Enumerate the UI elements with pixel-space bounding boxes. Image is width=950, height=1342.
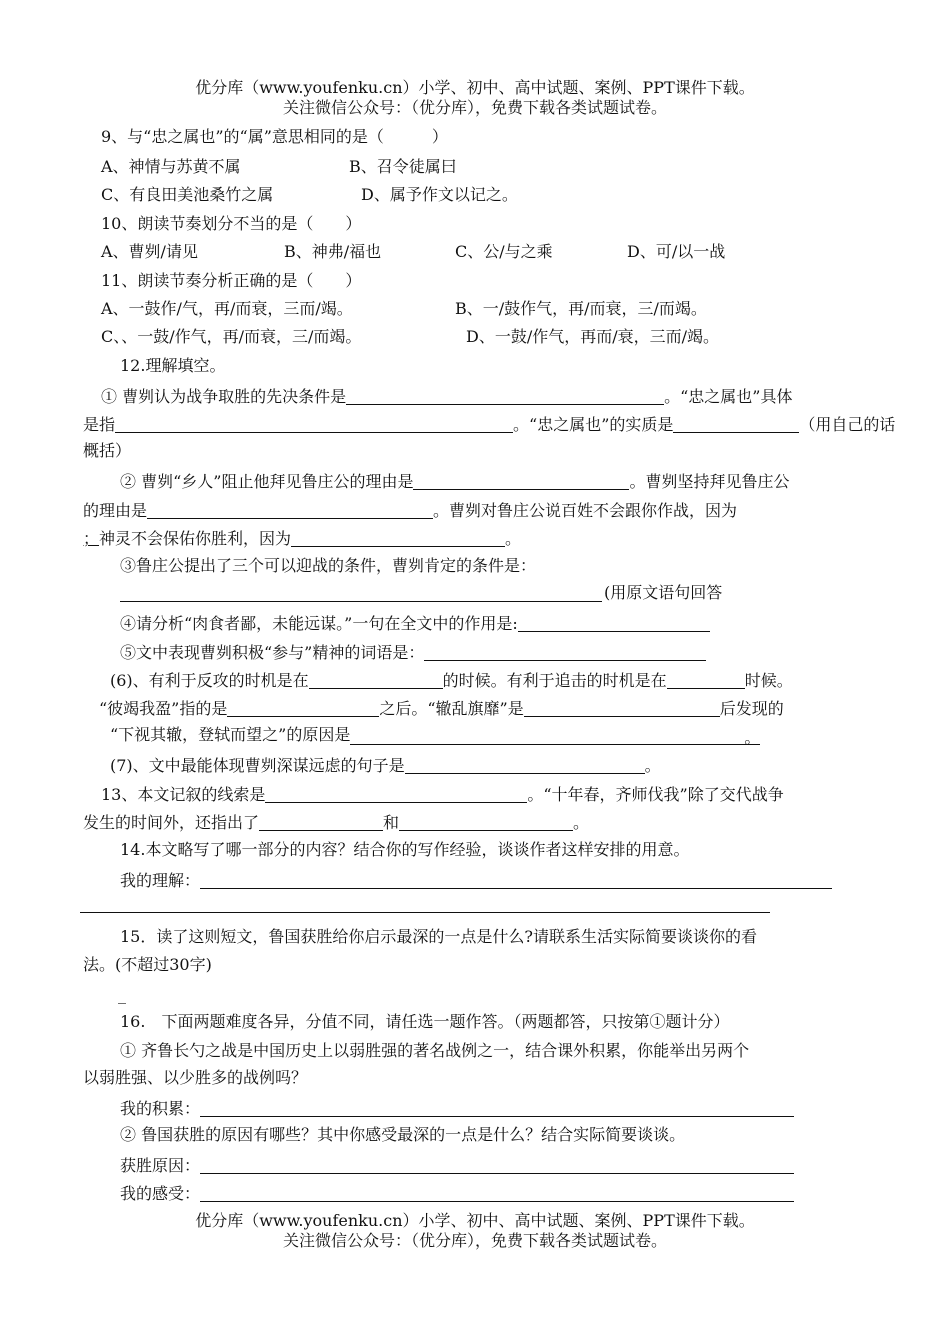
q12-p2-line1: ② 曹刿“乡人”阻止他拜见鲁庄公的理由是 。曹刿坚持拜见鲁庄公 xyxy=(120,472,790,491)
q14-blank-1[interactable] xyxy=(200,872,832,889)
q12-p4-blank[interactable] xyxy=(518,615,710,632)
q12-p6-blank-5[interactable]: 。 xyxy=(350,728,760,745)
footer-line-2: 关注微信公众号：（优分库），免费下载各类试题试卷。 xyxy=(282,1231,667,1250)
q13-blank-3[interactable] xyxy=(399,814,573,831)
q12-p1-blank-3[interactable] xyxy=(673,416,799,433)
q12-p3-line1: ③鲁庄公提出了三个可以迎战的条件，曹刿肯定的条件是： xyxy=(120,556,537,575)
q16-p1-line1: ① 齐鲁长勺之战是中国历史上以弱胜强的著名战例之一，结合课外积累，你能举出另两个 xyxy=(120,1041,750,1060)
q11-option-b: B、一/鼓作气，再/而衰，三/而竭。 xyxy=(455,299,707,318)
q11-option-d: D、一鼓/作气，再而/衰，三而/竭。 xyxy=(466,327,720,346)
q11-stem: 11、朗读节奏分析正确的是（ ） xyxy=(101,271,362,290)
footer-line-1: 优分库（www.youfenku.cn）小学、初中、高中试题、案例、PPT课件下载。 xyxy=(195,1211,755,1230)
q10-option-a: A、曹刿/请见 xyxy=(101,242,198,261)
q12-p3-answer-line[interactable] xyxy=(120,601,602,602)
q12-p2-line3: ；神灵不会保佑你胜利，因为 。 xyxy=(83,529,522,548)
q14-answer-line-2[interactable] xyxy=(80,912,770,913)
q12-p6-blank-2[interactable] xyxy=(667,672,745,689)
q12-p6-blank-1[interactable] xyxy=(309,672,443,689)
q14-stem: 14.本文略写了哪一部分的内容？结合你的写作经验，谈谈作者这样安排的用意。 xyxy=(120,840,690,859)
q12-p6-line1: (6)、有利于反攻的时机是在 的时候。有利于追击的时机是在 时候。 xyxy=(110,671,793,690)
q10-stem: 10、朗读节奏划分不当的是（ ） xyxy=(101,214,362,233)
q9-option-c: C、有良田美池桑竹之属 xyxy=(101,185,274,204)
q16-blank-3[interactable] xyxy=(200,1185,794,1202)
q11-option-a: A、一鼓作/气，再/而衰，三而/竭。 xyxy=(101,299,353,318)
q12-title: 12.理解填空。 xyxy=(120,356,226,375)
q16-blank-2[interactable] xyxy=(200,1157,794,1174)
q16-stem: 16. 下面两题难度各异，分值不同，请任选一题作答。（两题都答，只按第①题计分） xyxy=(120,1012,730,1031)
q12-p1-blank-1[interactable] xyxy=(346,388,664,405)
q12-p5-line: ⑤文中表现曹刿积极“参与”精神的词语是： xyxy=(120,641,706,663)
q13-blank-2[interactable] xyxy=(259,814,383,831)
q9-option-d: D、属予作文以记之。 xyxy=(361,185,518,204)
q15-line2: 法。(不超过30字) xyxy=(83,955,212,974)
q13-blank-1[interactable] xyxy=(265,786,527,803)
q12-p2-blank-3[interactable] xyxy=(291,530,505,547)
q12-p6-line2: “彼竭我盈”指的是 之后。“辙乱旗靡”是 后发现的 xyxy=(99,699,784,718)
q12-p1-blank-2[interactable] xyxy=(115,416,513,433)
q12-p6-blank-3[interactable] xyxy=(227,700,379,717)
q12-p6-line3: “下视其辙，登轼而望之”的原因是 。 xyxy=(110,725,761,747)
q10-option-d: D、可/以一战 xyxy=(627,242,726,261)
q12-p5-blank[interactable] xyxy=(424,644,706,661)
q16-answer-2: 获胜原因： xyxy=(120,1154,794,1176)
q9-option-b: B、召令徒属曰 xyxy=(349,157,457,176)
q16-answer-3: 我的感受： xyxy=(120,1182,794,1204)
q9-stem: 9、与“忠之属也”的“属”意思相同的是（ ） xyxy=(101,127,448,146)
q15-line1: 15．读了这则短文，鲁国获胜给你启示最深的一点是什么?请联系生活实际简要谈谈你的看 xyxy=(120,927,757,946)
q12-p3-note: (用原文语句回答 xyxy=(604,583,723,602)
q12-p4-line: ④请分析“肉食者鄙，未能远谋。”一句在全文中的作用是: xyxy=(120,612,710,634)
q12-p7-line: (7)、文中最能体现曹刿深谋远虑的句子是 。 xyxy=(110,756,661,775)
q13-line2: 发生的时间外，还指出了 和 。 xyxy=(83,813,590,832)
q12-p2-blank-2[interactable] xyxy=(147,502,433,519)
q12-p7-blank[interactable] xyxy=(405,757,645,774)
q16-answer-1: 我的积累： xyxy=(120,1097,794,1119)
q10-option-b: B、神弗/福也 xyxy=(284,242,382,261)
q12-p2-blank-1[interactable] xyxy=(413,473,629,490)
q10-option-c: C、公/与之乘 xyxy=(455,242,553,261)
q13-line1: 13、本文记叙的线索是 。“十年春，齐师伐我”除了交代战争 xyxy=(101,785,784,804)
q15-answer-mark[interactable]: _ xyxy=(118,985,126,1004)
q12-p2-line2: 的理由是 。曹刿对鲁庄公说百姓不会跟你作战，因为 xyxy=(83,501,738,520)
q16-blank-1[interactable] xyxy=(200,1100,794,1117)
q12-p1-line1: ① 曹刿认为战争取胜的先决条件是 。“忠之属也”具体 xyxy=(101,387,793,406)
q14-answer-line: 我的理解： xyxy=(120,869,832,891)
q12-p1-line2: 是指 。“忠之属也”的实质是 （用自己的话 xyxy=(83,415,896,434)
q12-p1-line3: 概括） xyxy=(83,441,132,460)
q16-p2: ② 鲁国获胜的原因有哪些？其中你感受最深的一点是什么？结合实际简要谈谈。 xyxy=(120,1125,686,1144)
header-line-2: 关注微信公众号：（优分库），免费下载各类试题试卷。 xyxy=(282,98,667,117)
q12-p6-blank-4[interactable] xyxy=(524,700,720,717)
header-line-1: 优分库（www.youfenku.cn）小学、初中、高中试题、案例、PPT课件下载。 xyxy=(195,78,755,97)
q11-option-c: C、、一鼓/作气，再/而衰，三/而竭。 xyxy=(101,327,362,346)
q9-option-a: A、神情与苏黄不属 xyxy=(101,157,241,176)
q16-p1-line2: 以弱胜强、以少胜多的战例吗？ xyxy=(83,1068,308,1087)
